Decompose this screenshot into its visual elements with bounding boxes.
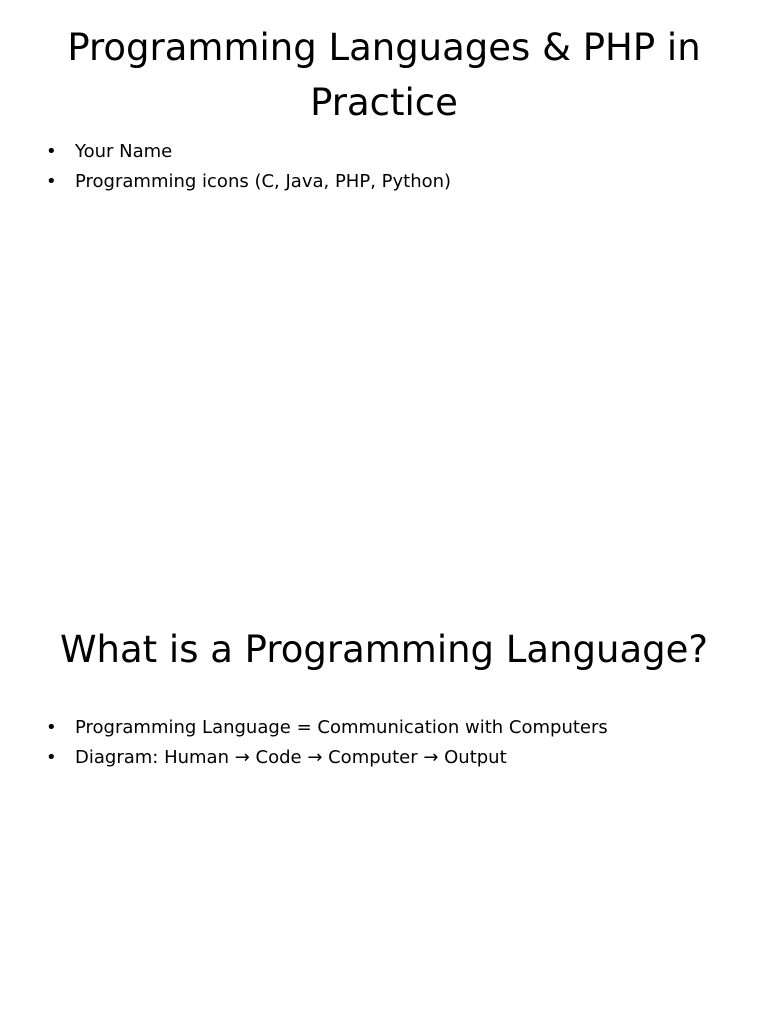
- bullet-icon: •: [46, 171, 57, 192]
- bullet-text: Diagram: Human → Code → Computer → Output: [75, 747, 507, 768]
- bullet-text: Programming icons (C, Java, PHP, Python): [75, 171, 452, 192]
- slide-title: What is a Programming Language?: [59, 628, 709, 671]
- list-item: [46, 713, 736, 743]
- bullet-list: [46, 713, 736, 773]
- slide-2: [0, 512, 768, 1024]
- list-item: [46, 743, 736, 773]
- slide-title: Programming Languages & PHP in Practice: [67, 26, 701, 124]
- bullet-icon: •: [46, 747, 57, 768]
- bullet-icon: •: [46, 141, 57, 162]
- bullet-text: Your Name: [75, 141, 173, 162]
- list-item: [46, 167, 736, 197]
- bullet-text: Programming Language = Communication with Computers: [75, 717, 608, 738]
- bullet-icon: •: [46, 717, 57, 738]
- list-item: [46, 137, 736, 167]
- bullet-list: [46, 137, 736, 197]
